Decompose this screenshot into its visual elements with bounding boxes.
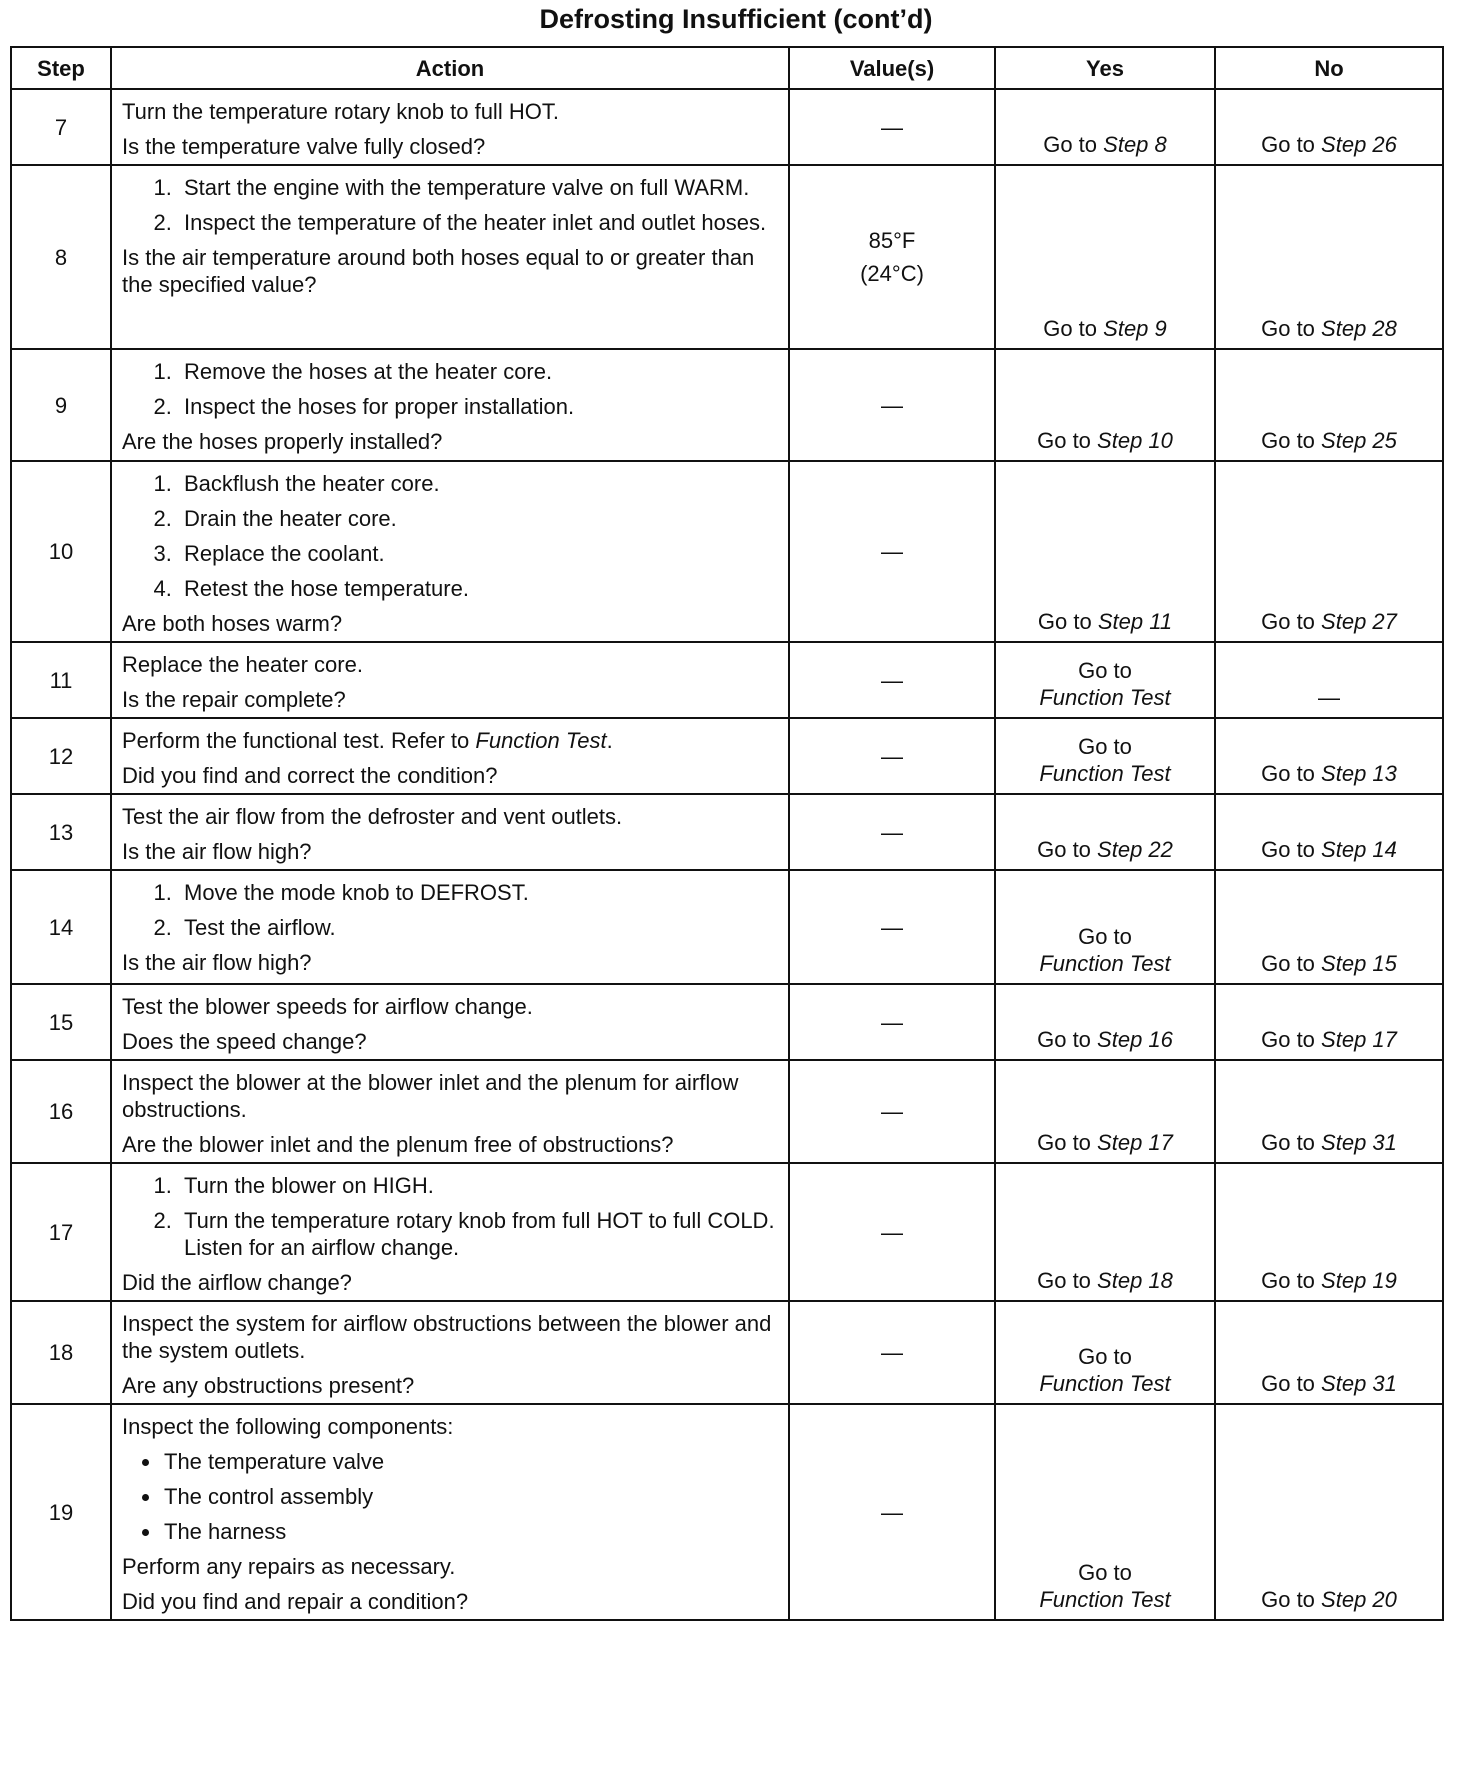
action-question: Is the repair complete? xyxy=(122,687,346,712)
action-text: Inspect the blower at the blower inlet and the plenum for airflow obstructions. xyxy=(122,1070,739,1122)
goto-text: Go to xyxy=(1261,316,1315,341)
goto-link[interactable]: Step 17 xyxy=(1321,1027,1397,1052)
goto-text: Go to xyxy=(1037,837,1091,862)
goto-text: Go to xyxy=(1261,837,1315,862)
goto-text: Go to xyxy=(1037,1268,1091,1293)
table-row xyxy=(11,870,1443,984)
no-cell xyxy=(1215,870,1443,984)
yes-cell xyxy=(995,1301,1215,1404)
step-number: 7 xyxy=(11,89,111,165)
action-cell xyxy=(111,165,789,349)
numbered-item: 2. Inspect the temperature of the heater inlet and outlet hoses. xyxy=(178,209,778,236)
goto-link[interactable]: Step 31 xyxy=(1321,1371,1397,1396)
action-question: Are the hoses properly installed? xyxy=(122,429,443,454)
value-text: — xyxy=(881,819,903,845)
action-text: Turn the temperature rotary knob to full HOT. xyxy=(122,99,559,124)
value-cell xyxy=(789,870,995,984)
goto-text: Go to xyxy=(1078,658,1132,683)
numbered-list xyxy=(122,879,778,941)
value-cell xyxy=(789,461,995,642)
goto-text: Go to xyxy=(1037,428,1091,453)
table-row xyxy=(11,1163,1443,1301)
action-text: Replace the heater core. xyxy=(122,652,363,677)
action-question: Is the air flow high? xyxy=(122,839,312,864)
goto-text: Go to xyxy=(1261,1371,1315,1396)
value-text: — xyxy=(881,1340,903,1365)
value-text: — xyxy=(881,114,903,140)
goto-text: Go to xyxy=(1261,132,1315,157)
table-row xyxy=(11,718,1443,794)
step-number: 19 xyxy=(11,1404,111,1620)
value-text: — xyxy=(881,1009,903,1035)
empty-dash: — xyxy=(1318,685,1340,710)
yes-cell xyxy=(995,165,1215,349)
numbered-item: 2. Inspect the hoses for proper installation. xyxy=(178,393,778,420)
action-cell xyxy=(111,870,789,984)
yes-cell xyxy=(995,718,1215,794)
step-number: 8 xyxy=(11,165,111,349)
goto-text: Go to xyxy=(1043,316,1098,341)
numbered-list xyxy=(122,174,778,236)
header-no: No xyxy=(1215,47,1443,89)
value-cell xyxy=(789,1060,995,1163)
goto-text: Go to xyxy=(1037,1027,1091,1052)
table-row xyxy=(11,1060,1443,1163)
action-cell xyxy=(111,794,789,870)
table-row xyxy=(11,165,1443,349)
yes-cell xyxy=(995,642,1215,718)
yes-cell xyxy=(995,349,1215,461)
numbered-list xyxy=(122,358,778,420)
goto-link[interactable]: Function Test xyxy=(1039,1371,1171,1396)
step-number: 14 xyxy=(11,870,111,984)
goto-text: Go to xyxy=(1078,1560,1132,1585)
action-cell xyxy=(111,984,789,1060)
value-cell xyxy=(789,984,995,1060)
value-cell xyxy=(789,794,995,870)
numbered-item: 1. Backflush the heater core. xyxy=(178,470,778,497)
step-number: 17 xyxy=(11,1163,111,1301)
step-number: 10 xyxy=(11,461,111,642)
action-cell xyxy=(111,1060,789,1163)
goto-text: Go to xyxy=(1261,1027,1315,1052)
value-text: — xyxy=(881,914,903,940)
goto-text: Go to xyxy=(1261,1130,1315,1155)
numbered-item: 4. Retest the hose temperature. xyxy=(178,575,778,602)
yes-cell xyxy=(995,870,1215,984)
yes-cell xyxy=(995,1404,1215,1620)
value-cell xyxy=(789,718,995,794)
value-text: 85°F xyxy=(868,228,916,253)
no-cell xyxy=(1215,89,1443,165)
header-values: Value(s) xyxy=(789,47,995,89)
action-question: Are the blower inlet and the plenum free of obstructions? xyxy=(122,1132,674,1157)
goto-text: Go to xyxy=(1261,1268,1315,1293)
goto-link[interactable]: Function Test xyxy=(1039,1587,1171,1612)
numbered-item: 1. Turn the blower on HIGH. xyxy=(178,1172,778,1199)
no-cell xyxy=(1215,165,1443,349)
numbered-list xyxy=(122,470,778,602)
value-cell xyxy=(789,1301,995,1404)
goto-link[interactable]: Step 17 xyxy=(1097,1130,1173,1155)
goto-link[interactable]: Step 10 xyxy=(1097,428,1173,453)
goto-link[interactable]: Step 16 xyxy=(1097,1027,1173,1052)
numbered-item: 3. Replace the coolant. xyxy=(178,540,778,567)
value-text: — xyxy=(881,539,903,564)
table-body xyxy=(11,89,1443,1620)
goto-text: Go to xyxy=(1078,924,1132,949)
step-number: 11 xyxy=(11,642,111,718)
no-cell xyxy=(1215,349,1443,461)
action-question: Are any obstructions present? xyxy=(122,1373,415,1398)
action-question: Did you find and correct the condition? xyxy=(122,763,498,788)
goto-link[interactable]: Step 22 xyxy=(1097,837,1173,862)
goto-link[interactable]: Step 20 xyxy=(1321,1587,1397,1612)
goto-link[interactable]: Step 11 xyxy=(1097,609,1173,634)
action-question: Does the speed change? xyxy=(122,1029,367,1054)
numbered-item: 2. Turn the temperature rotary knob from full HOT to full COLD. Listen for an airflow change. xyxy=(178,1207,778,1261)
table-row xyxy=(11,984,1443,1060)
action-cell xyxy=(111,718,789,794)
yes-cell xyxy=(995,1163,1215,1301)
value-cell xyxy=(789,1163,995,1301)
goto-text: Go to xyxy=(1037,1130,1091,1155)
action-text-part: . xyxy=(606,728,613,753)
goto-text: Go to xyxy=(1261,609,1315,634)
action-cell xyxy=(111,1404,789,1620)
action-question: Did you find and repair a condition? xyxy=(122,1589,469,1614)
goto-link[interactable]: Step 28 xyxy=(1321,316,1397,341)
numbered-item: 1. Start the engine with the temperature valve on full WARM. xyxy=(178,174,778,201)
goto-link[interactable]: Step 19 xyxy=(1321,1268,1397,1293)
action-question: Is the air temperature around both hoses equal to or greater than the specified value? xyxy=(122,245,755,297)
goto-link[interactable]: Step 15 xyxy=(1321,951,1397,976)
table-row xyxy=(11,89,1443,165)
goto-text: Go to xyxy=(1261,428,1315,453)
table-row xyxy=(11,1404,1443,1620)
no-cell xyxy=(1215,984,1443,1060)
goto-link[interactable]: Step 31 xyxy=(1321,1130,1397,1155)
value-cell xyxy=(789,165,995,349)
goto-text: Go to xyxy=(1261,1587,1315,1612)
action-cell xyxy=(111,1301,789,1404)
value-cell xyxy=(789,642,995,718)
action-question: Are both hoses warm? xyxy=(122,611,343,636)
no-cell xyxy=(1215,718,1443,794)
action-cell xyxy=(111,461,789,642)
diagnostic-table xyxy=(10,46,1444,1621)
value-text: — xyxy=(881,667,903,693)
no-cell xyxy=(1215,642,1443,718)
action-text: Test the air flow from the defroster and vent outlets. xyxy=(122,804,623,829)
value-text: — xyxy=(881,743,903,769)
goto-link[interactable]: Function Test xyxy=(1039,685,1171,710)
goto-link[interactable]: Step 9 xyxy=(1103,316,1167,341)
yes-cell xyxy=(995,461,1215,642)
goto-text: Go to xyxy=(1078,734,1132,759)
numbered-item: 1. Move the mode knob to DEFROST. xyxy=(178,879,778,906)
header-row xyxy=(11,47,1443,89)
table-row xyxy=(11,1301,1443,1404)
step-number: 9 xyxy=(11,349,111,461)
action-cell xyxy=(111,89,789,165)
value-cell xyxy=(789,1404,995,1620)
action-text: Inspect the following components: xyxy=(122,1414,454,1439)
numbered-item: 2. Test the airflow. xyxy=(178,914,778,941)
value-text: — xyxy=(881,1219,903,1245)
no-cell xyxy=(1215,1404,1443,1620)
no-cell xyxy=(1215,1163,1443,1301)
goto-link[interactable]: Step 13 xyxy=(1321,761,1397,786)
bullet-item: • The harness xyxy=(162,1518,778,1545)
goto-link[interactable]: Step 26 xyxy=(1321,132,1397,157)
goto-link[interactable]: Step 27 xyxy=(1321,609,1397,634)
goto-link[interactable]: Step 18 xyxy=(1097,1268,1173,1293)
no-cell xyxy=(1215,794,1443,870)
yes-cell xyxy=(995,794,1215,870)
action-text: Test the blower speeds for airflow change. xyxy=(122,994,533,1019)
action-cell xyxy=(111,1163,789,1301)
step-number: 18 xyxy=(11,1301,111,1404)
value-cell xyxy=(789,349,995,461)
bullet-item: • The control assembly xyxy=(162,1483,778,1510)
step-number: 12 xyxy=(11,718,111,794)
no-cell xyxy=(1215,461,1443,642)
value-text: — xyxy=(881,1499,903,1525)
value-text: — xyxy=(881,392,903,418)
goto-link[interactable]: Step 8 xyxy=(1103,132,1167,157)
action-question: Is the temperature valve fully closed? xyxy=(122,134,486,159)
table-row xyxy=(11,461,1443,642)
goto-text: Go to xyxy=(1261,761,1315,786)
yes-cell xyxy=(995,1060,1215,1163)
page-title: Defrosting Insufficient (cont’d) xyxy=(539,4,933,34)
numbered-item: 1. Remove the hoses at the heater core. xyxy=(178,358,778,385)
goto-text: Go to xyxy=(1037,609,1092,634)
no-cell xyxy=(1215,1301,1443,1404)
numbered-item: 2. Drain the heater core. xyxy=(178,505,778,532)
action-question: Perform any repairs as necessary. xyxy=(122,1554,456,1579)
action-text xyxy=(122,727,778,754)
bullet-item: • The temperature valve xyxy=(162,1448,778,1475)
table-row xyxy=(11,349,1443,461)
header-step: Step xyxy=(11,47,111,89)
goto-link[interactable]: Function Test xyxy=(1039,761,1171,786)
goto-link[interactable]: Step 25 xyxy=(1321,428,1397,453)
action-cell xyxy=(111,349,789,461)
table-row xyxy=(11,642,1443,718)
goto-text: Go to xyxy=(1261,951,1315,976)
step-number: 15 xyxy=(11,984,111,1060)
yes-cell xyxy=(995,984,1215,1060)
function-test-ref: Function Test xyxy=(475,728,607,753)
goto-text: Go to xyxy=(1043,132,1098,157)
value-text: — xyxy=(881,1099,903,1124)
action-cell xyxy=(111,642,789,718)
action-question: Is the air flow high? xyxy=(122,950,312,975)
header-yes: Yes xyxy=(995,47,1215,89)
table-row xyxy=(11,794,1443,870)
header-action: Action xyxy=(111,47,789,89)
goto-link[interactable]: Step 14 xyxy=(1321,837,1397,862)
bullet-list xyxy=(122,1448,778,1545)
no-cell xyxy=(1215,1060,1443,1163)
goto-link[interactable]: Function Test xyxy=(1039,951,1171,976)
numbered-list xyxy=(122,1172,778,1261)
step-number: 16 xyxy=(11,1060,111,1163)
goto-text: Go to xyxy=(1078,1344,1132,1369)
action-text-part: Perform the functional test. Refer to xyxy=(122,728,476,753)
step-number: 13 xyxy=(11,794,111,870)
yes-cell xyxy=(995,89,1215,165)
action-question: Did the airflow change? xyxy=(122,1270,352,1295)
value-text: (24°C) xyxy=(860,261,924,286)
value-cell xyxy=(789,89,995,165)
action-text: Inspect the system for airflow obstructions between the blower and the system outlets. xyxy=(122,1311,772,1363)
